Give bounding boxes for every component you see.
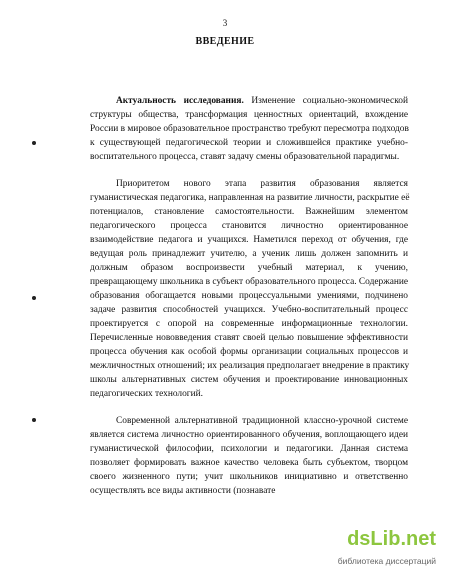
paragraph-line: позволяет формировать важное качество человека быть субъектом, творцом	[90, 458, 408, 468]
paragraph-line: педагогического процесса становится личностно ориентированное	[90, 221, 408, 231]
paragraph-line: взаимодействие педагога и учащихся. Наметился переход от обучения, где	[90, 235, 408, 245]
paragraph-line: Приоритетом нового этапа развития образования является	[116, 179, 408, 189]
paragraph-line: к существующей педагогической теории и сложившейся практике учебно-	[90, 138, 408, 148]
paragraph-line: своего жизненного пути; учит школьников инициативно и ответственно	[90, 472, 408, 482]
watermark-caption: библиотека диссертаций	[337, 556, 436, 566]
page-number: 3	[222, 18, 228, 28]
paragraph-line: структуры общества, трансформация ценностных ориентаций, вхождение	[90, 110, 408, 120]
paragraph-line: Перечисленные нововведения ставят своей целью повышение эффективности	[90, 333, 408, 343]
margin-mark	[32, 141, 36, 145]
logo-tld: net	[406, 528, 436, 550]
dslib-watermark	[330, 526, 442, 572]
paragraph-line: гуманистической философии, психологии и педагогики. Данная система	[90, 444, 408, 454]
paragraph-line: межличностных отношений; их реализация предполагает внедрение в практику	[90, 361, 410, 371]
paragraph-line: процесса обучения как особой формы организации социальных процессов и	[90, 347, 408, 357]
paragraph-line: образования обогащается новыми процессуальными умениями, подчинено	[90, 291, 408, 301]
paragraph-line: задаче развития способностей учащихся. Учебно-воспитательный процесс	[90, 305, 408, 315]
paragraph-line: проектируется с опорой на современные информационные технологии.	[90, 319, 408, 329]
paragraph-line: ведущая роль принадлежит учителю, а ученик лишь должен запомнить и	[90, 249, 408, 259]
logo-dot: .	[400, 528, 406, 550]
paragraph-line: потенциалов, становление самостоятельности. Важнейшим элементом	[90, 207, 408, 217]
paragraph-line: должным образом воспроизвести учебный материал, к учению,	[90, 263, 408, 273]
paragraph-line: гуманистическая педагогика, направленная на развитие личности, раскрытие её	[90, 193, 410, 203]
logo-main: dsLib	[347, 528, 401, 550]
margin-mark	[32, 296, 36, 300]
dslib-logo	[347, 528, 436, 551]
paragraph-line: является система личностно ориентированного обучения, воплощающего идеи	[90, 430, 408, 440]
paragraph-line: осуществлять все виды активности (познавате	[90, 486, 276, 496]
section-lead: Актуальность исследования.	[116, 96, 244, 106]
margin-mark	[32, 418, 36, 422]
paragraph-line: воспитательного процесса, ставят задачу смены образовательной парадигмы.	[90, 152, 400, 162]
paragraph-line: России в мировое образовательное пространство требуют пересмотра подходов	[90, 124, 409, 134]
paragraph-line: школы альтернативных систем обучения и проектирование инновационных	[90, 375, 408, 385]
paragraph-line: превращающему школьника в субъект образовательного процесса. Содержание	[90, 277, 409, 287]
paragraph-line: педагогических технологий.	[90, 389, 204, 399]
paragraph-text: Изменение социально-экономической	[243, 96, 408, 106]
page-title: ВВЕДЕНИЕ	[195, 36, 255, 47]
paragraph-line: Современной альтернативной традиционной классно-урочной системе	[116, 416, 408, 426]
paragraph-line	[116, 95, 408, 107]
